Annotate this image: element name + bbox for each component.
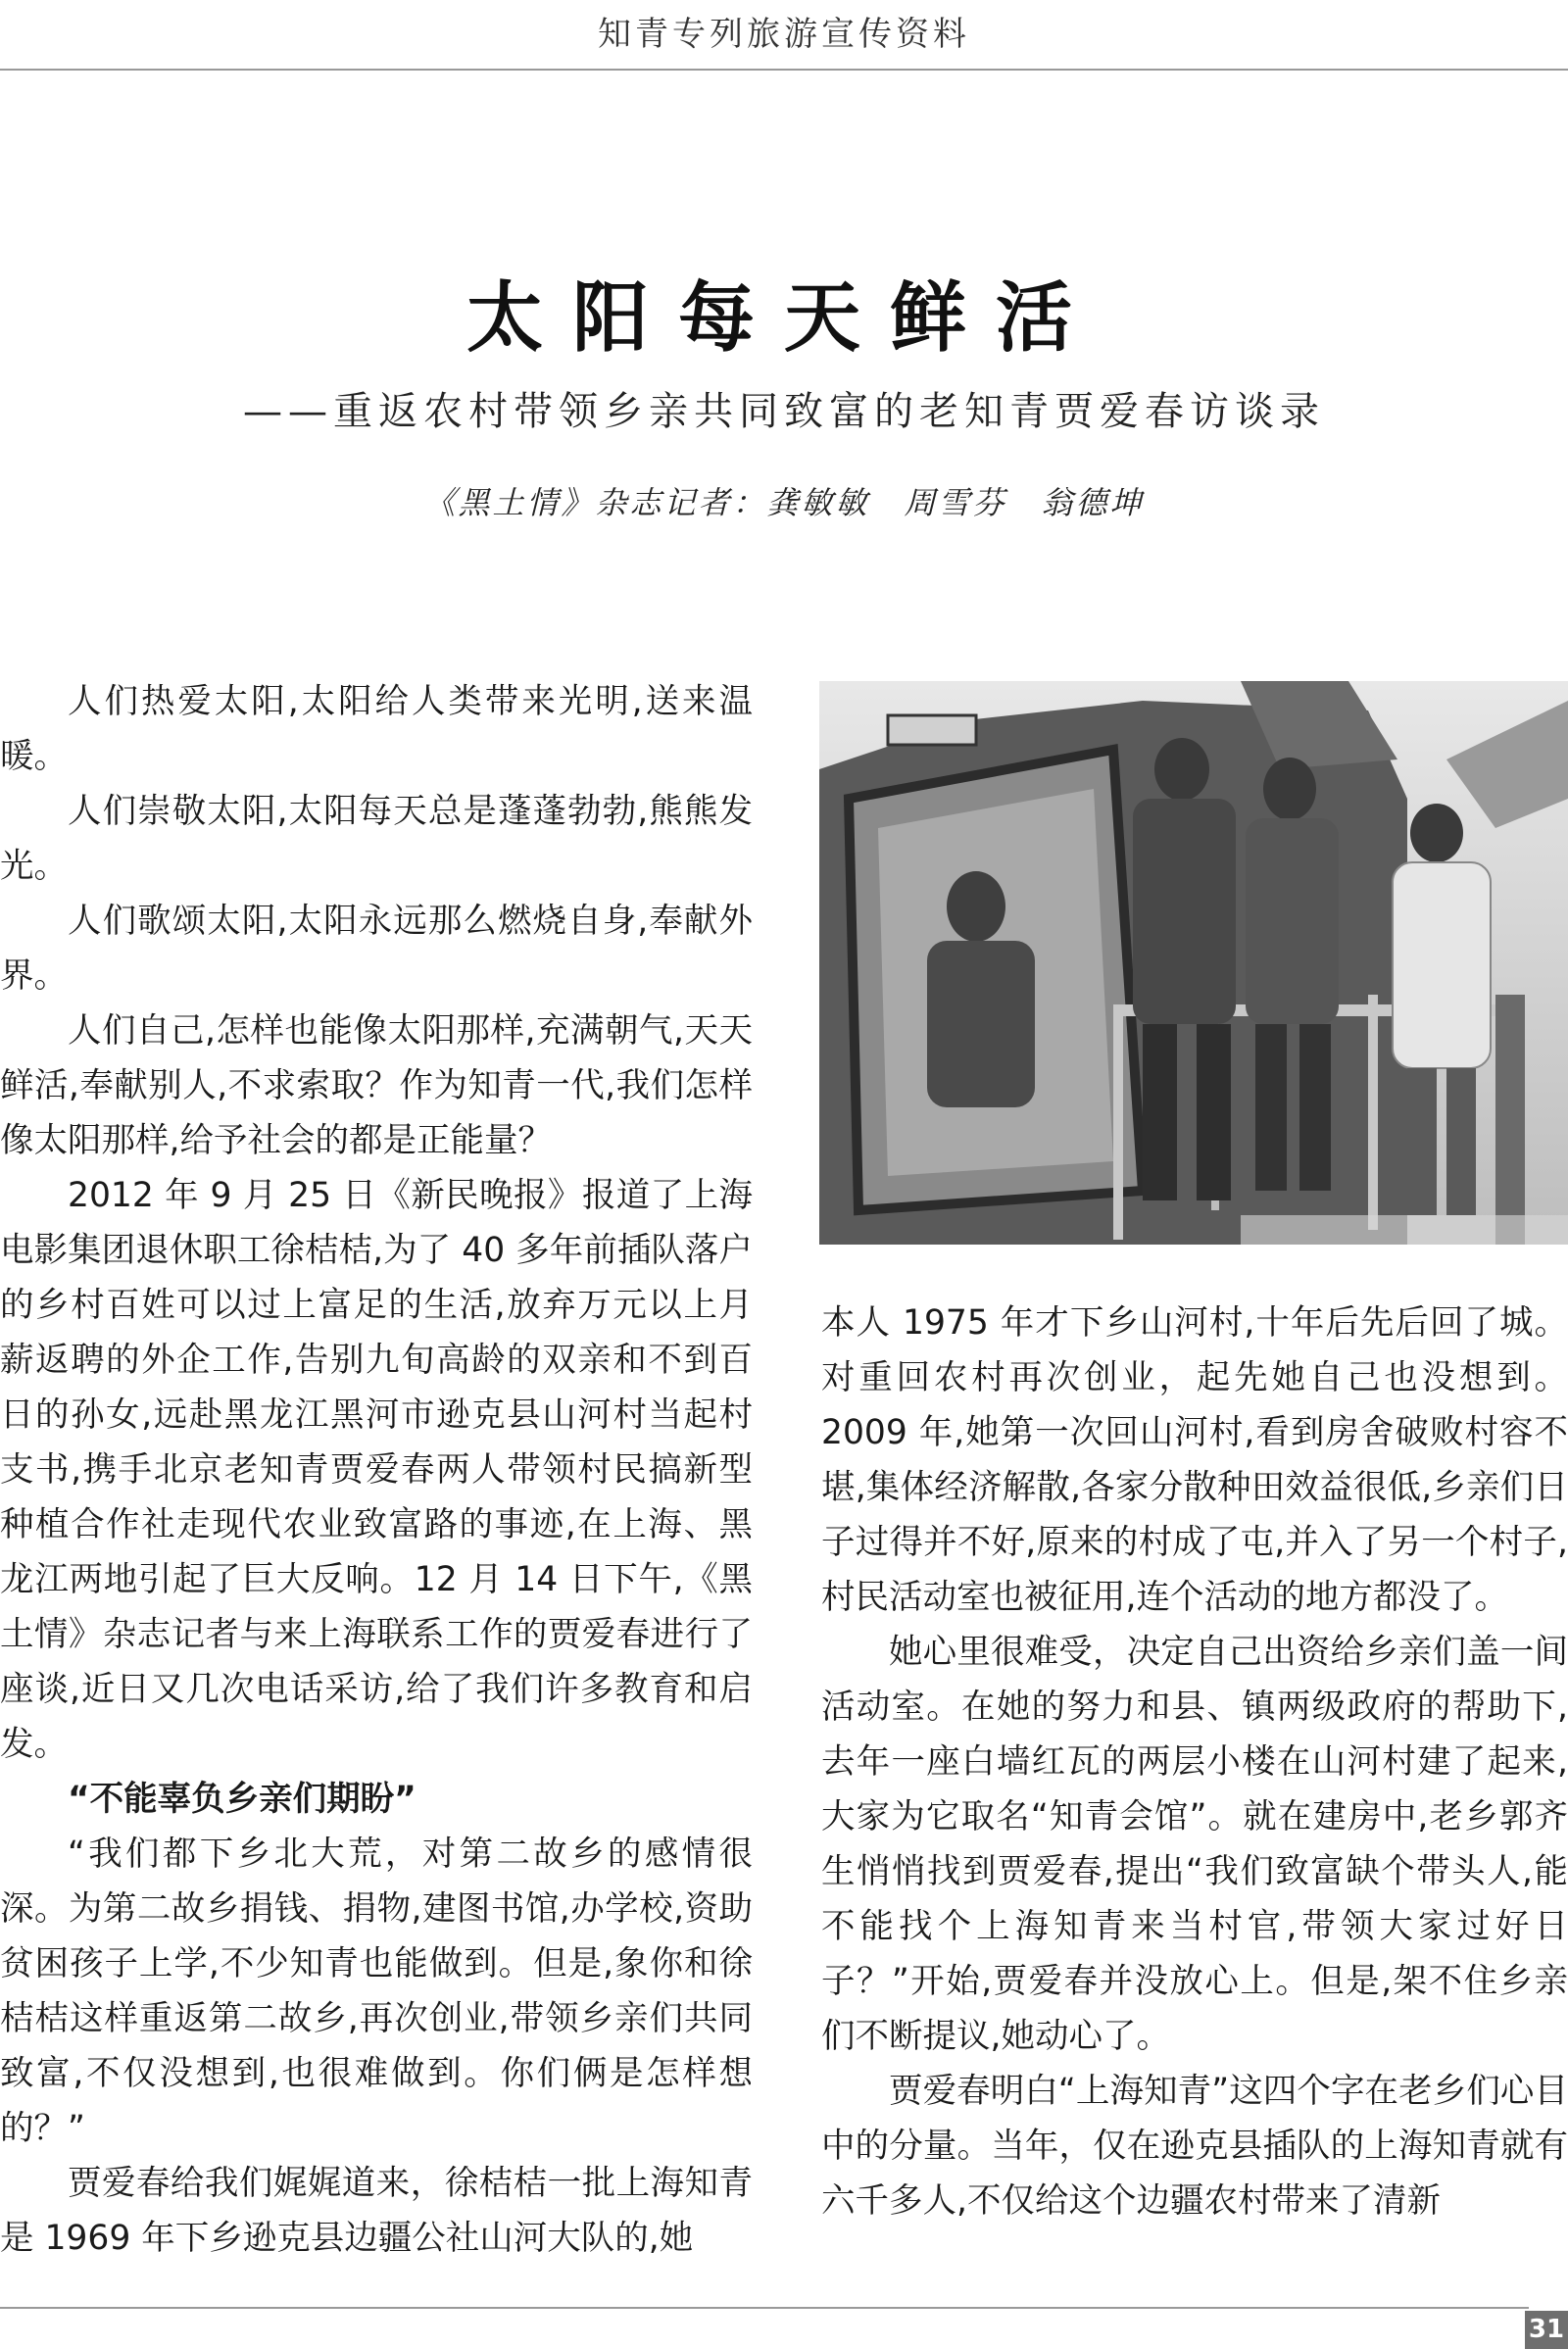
harvester-photo-illustration <box>819 681 1568 1245</box>
article-photo <box>819 681 1568 1245</box>
page-header: 知青专列旅游宣传资料 <box>598 15 970 54</box>
paragraph: 本人 1975 年才下乡山河村,十年后先后回了城。对重回农村再次创业，起先她自己也没想到。2009 年,她第一次回山河村,看到房舍破败村容不堪,集体经济解散,各家分散种田效益很低,乡亲们日子过得并不好,原来的村成了屯,并入了另一个村子,村民活动室也被征用,连个活动的地方都没了。 <box>821 1303 1568 1617</box>
header-divider <box>0 69 1568 71</box>
paragraph: 她心里很难受，决定自己出资给乡亲们盖一间活动室。在她的努力和县、镇两级政府的帮助下,去年一座白墙红瓦的两层小楼在山河村建了起来,大家为它取名“知青会馆”。就在建房中,老乡郭齐生悄悄找到贾爱春,提出“我们致富缺个带头人,能不能找个上海知青来当村官,带领大家过好日子？”开始,贾爱春并没放心上。但是,架不住乡亲们不断提议,她动心了。 <box>821 1633 1568 2056</box>
article-byline: 《黑土情》杂志记者：龚敏敏 周雪芬 翁德坤 <box>423 484 1145 521</box>
paragraph: “我们都下乡北大荒，对第二故乡的感情很深。为第二故乡捐钱、捐物,建图书馆,办学校,资助贫困孩子上学,不少知青也能做到。但是,象你和徐桔桔这样重返第二故乡,再次创业,带领乡亲们共同致富,不仅没想到,也很难做到。你们俩是怎样想的？” <box>0 1835 753 2148</box>
right-text-column <box>821 1296 1568 2228</box>
left-text-column <box>0 674 753 2266</box>
paragraph: 2012 年 9 月 25 日《新民晚报》报道了上海电影集团退休职工徐桔桔,为了 40 多年前插队落户的乡村百姓可以过上富足的生活,放弃万元以上月薪返聘的外企工作,告别九旬高龄的双亲和不到百日的孙女,远赴黑龙江黑河市逊克县山河村当起村支书,携手北京老知青贾爱春两人带领村民搞新型种植合作社走现代农业致富路的事迹,在上海、黑龙江两地引起了巨大反响。12 月 14 日下午,《黑土情》杂志记者与来上海联系工作的贾爱春进行了座谈,近日又几次电话采访,给了我们许多教育和启发。 <box>0 1176 753 1764</box>
paragraph: 人们自己,怎样也能像太阳那样,充满朝气,天天鲜活,奉献别人,不求索取？作为知青一代,我们怎样像太阳那样,给予社会的都是正能量？ <box>0 1011 753 1160</box>
paragraph: 贾爱春明白“上海知青”这四个字在老乡们心目中的分量。当年，仅在逊克县插队的上海知青就有六千多人,不仅给这个边疆农村带来了清新 <box>821 2072 1568 2221</box>
paragraph: 贾爱春给我们娓娓道来，徐桔桔一批上海知青是 1969 年下乡逊克县边疆公社山河大队的,她 <box>0 2164 753 2258</box>
footer-divider <box>0 2307 1529 2309</box>
section-heading: “不能辜负乡亲们期盼” <box>68 1780 416 1819</box>
paragraph: 人们崇敬太阳,太阳每天总是蓬蓬勃勃,熊熊发光。 <box>0 792 753 886</box>
page-number: 31 <box>1525 2311 1568 2349</box>
article-subtitle: ——重返农村带领乡亲共同致富的老知青贾爱春访谈录 <box>243 389 1325 434</box>
article-title: 太阳每天鲜活 <box>466 273 1102 363</box>
paragraph: 人们歌颂太阳,太阳永远那么燃烧自身,奉献外界。 <box>0 902 753 996</box>
paragraph: 人们热爱太阳,太阳给人类带来光明,送来温暖。 <box>0 682 753 776</box>
